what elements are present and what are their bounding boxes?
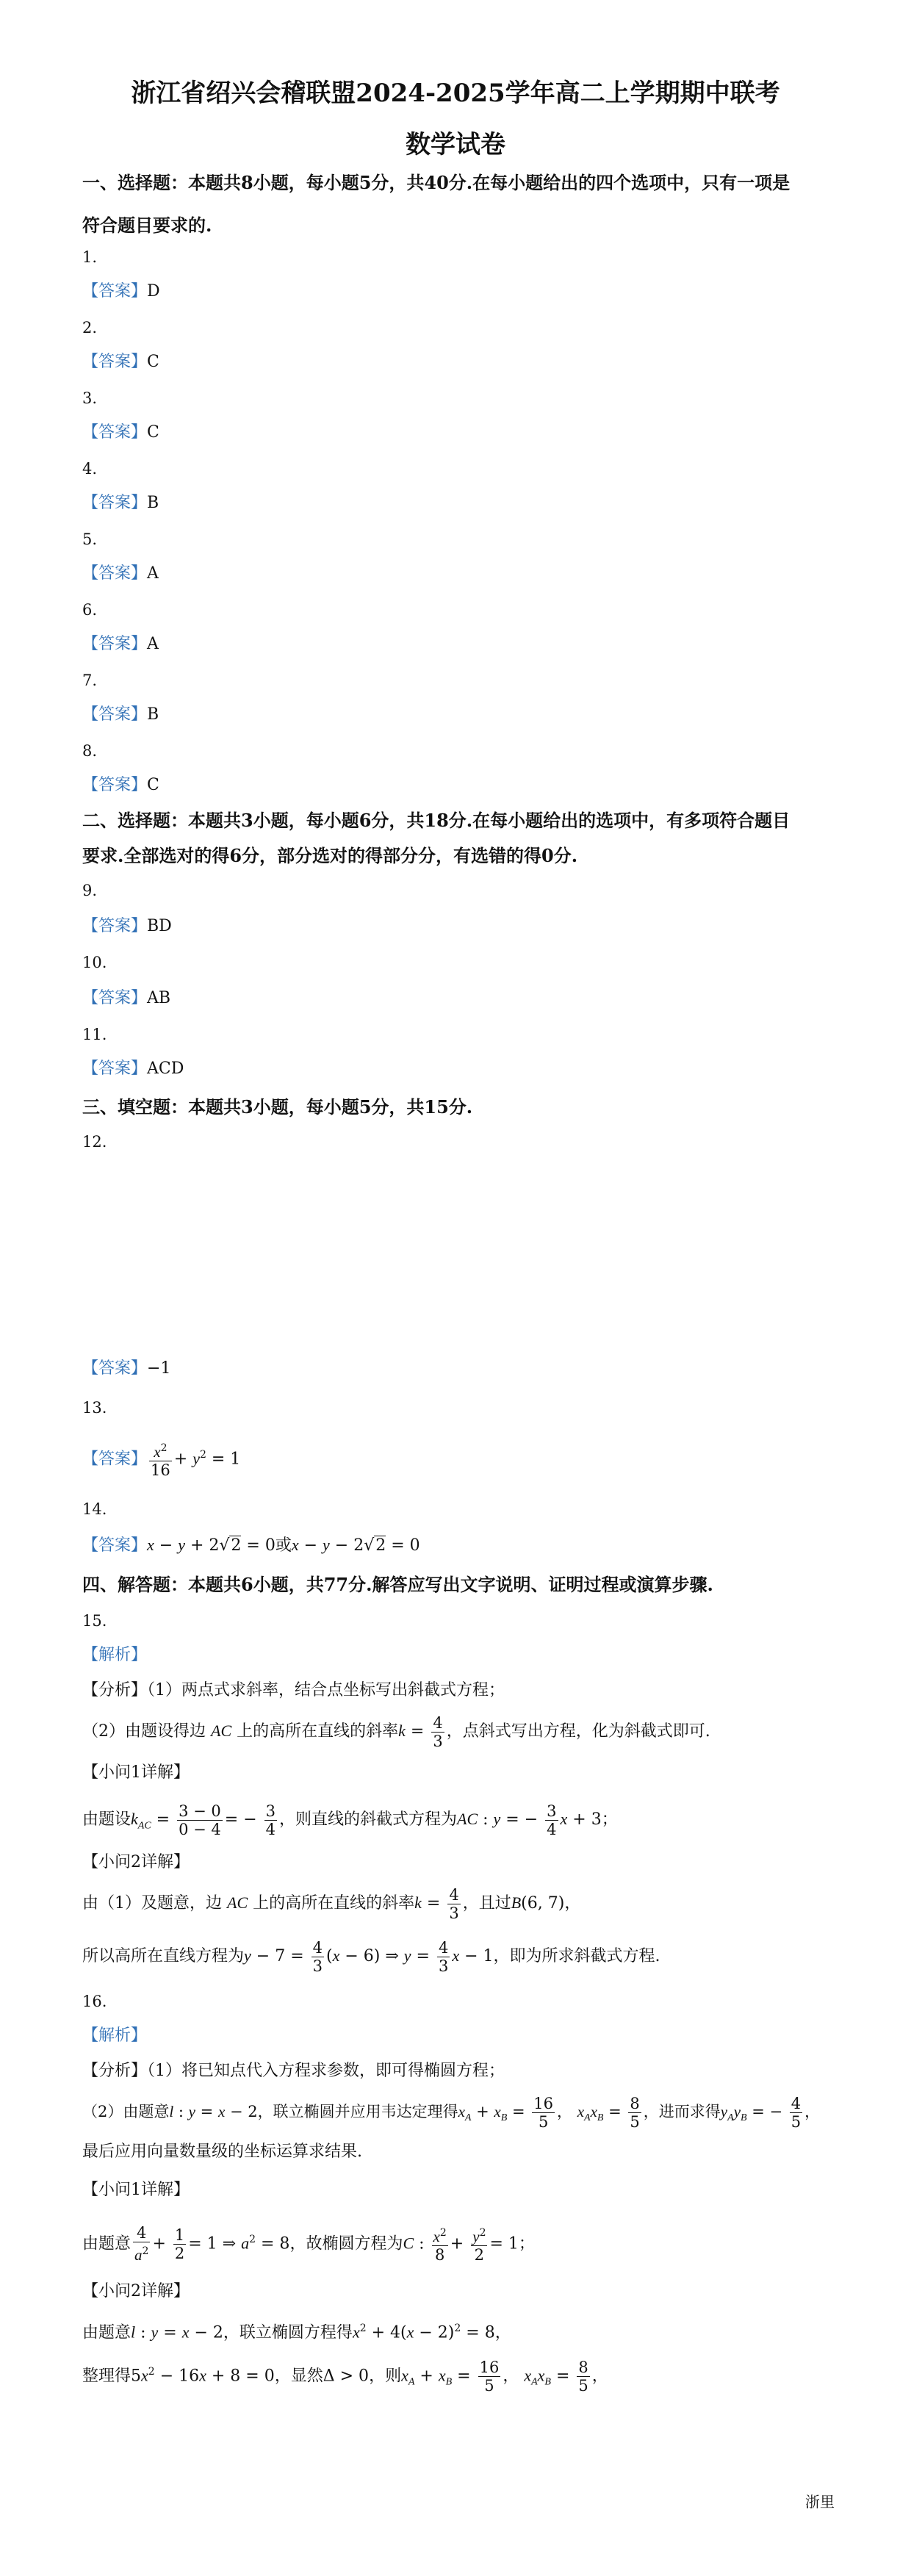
answer-value: D — [147, 282, 160, 301]
answer-value: B — [147, 705, 159, 724]
answer-value: B — [147, 494, 159, 512]
math-fraction: $\frac{x^2}{16}$ — [149, 1439, 172, 1479]
answer-value: C — [147, 776, 159, 794]
analysis-tag: 【解析】 — [82, 1646, 148, 1664]
answer-line — [82, 987, 170, 1010]
answer-line: 【答案】 $\frac{x^2}{16}$ + $y^2 = 1$ — [82, 1433, 240, 1481]
text-run: 由（1）及题意，边 — [82, 1894, 222, 1913]
analysis-text: 最后应用向量数量级的坐标运算求结果. — [82, 2143, 362, 2161]
math-fraction: $\frac{4}{3}$ — [449, 1885, 459, 1922]
answer-tag: 【答案】 — [82, 423, 148, 442]
answer-tag: 【答案】 — [82, 1359, 148, 1378]
text-run: 上的高所在直线的斜率 — [237, 1722, 399, 1741]
answer-value: C — [147, 423, 159, 442]
text-run: 由题意 — [82, 2234, 132, 2253]
text-run: ，故椭圆方程为 — [289, 2234, 403, 2253]
answer-value: ACD — [147, 1059, 184, 1078]
subquestion-label: 【小问1详解】 — [82, 1763, 190, 1782]
answer-line — [82, 704, 159, 726]
answer-line — [82, 492, 159, 514]
question-number: 14. — [82, 1500, 107, 1518]
answer-value: AB — [147, 989, 171, 1007]
math-fraction: $\frac{3}{4}$ — [547, 1802, 557, 1838]
question-number: 15. — [82, 1612, 107, 1630]
section2-heading-line1: 二、选择题：本题共3小题，每小题6分，共18分.在每小题给出的选项中，有多项符合题目 — [82, 810, 791, 831]
math-fraction: $\frac{4}{5}$ — [791, 2095, 802, 2131]
analysis-tag: 【解析】 — [82, 2026, 148, 2045]
text-run: 上的高所在直线的斜率 — [253, 1894, 415, 1913]
question-number: 3. — [82, 389, 98, 407]
text-run: 由题意 — [82, 2323, 132, 2342]
math-fraction: $\frac{8}{5}$ — [578, 2358, 588, 2395]
question-number: 5. — [82, 530, 98, 548]
solution-step: 由题意l : y = x − 2，联立椭圆方程得$x^2 + 4(x - 2)^2 = 8$， — [82, 2323, 511, 2342]
answer-tag: 【答案】 — [82, 1450, 148, 1469]
text-run: ，显然 — [274, 2367, 323, 2386]
text-run: （2）由题设得边 — [82, 1722, 206, 1741]
subquestion-label: 【小问1详解】 — [82, 2181, 190, 2199]
text-run: ，点斜式写出方程，化为斜截式即可. — [446, 1722, 710, 1741]
math-fraction: $\frac{4}{3}$ — [438, 1938, 449, 1975]
solution-step: 由（1）及题意，边 AC 上的高所在直线的斜率k = $\frac{4}{3}$ ，且过B(6, 7)， — [82, 1885, 581, 1922]
answer-line — [82, 633, 159, 655]
solution-step: 所以高所在直线方程为y − 7 = $\frac{4}{3}$ (x − 6) ⇒ y = $\frac{4}{3}$ x − 1，即为所求斜截式方程. — [82, 1938, 660, 1975]
question-number: 12. — [82, 1133, 107, 1151]
answer-tag: 【答案】 — [82, 705, 148, 724]
answer-line — [82, 1058, 184, 1080]
text-run: ，联立椭圆方程得 — [223, 2323, 353, 2342]
math-fraction: $\frac{1}{2}$ — [174, 2226, 185, 2262]
answer-tag: 【答案】 — [82, 989, 148, 1007]
answer-line — [82, 563, 159, 585]
text-run: ，则 — [369, 2367, 402, 2386]
answer-tag: 【答案】 — [82, 494, 148, 512]
answer-line — [82, 422, 159, 444]
section2-heading-line2: 要求.全部选对的得6分，部分选对的得部分分，有选错的得0分. — [82, 845, 578, 866]
answer-tag: 【答案】 — [82, 282, 148, 301]
question-number: 8. — [82, 742, 98, 760]
question-number: 1. — [82, 248, 98, 266]
analysis-text: （2）由题设得边 AC 上的高所在直线的斜率k = $\frac{4}{3}$ ，点斜式写出方程，化为斜截式即可. — [82, 1713, 710, 1750]
or-word: 或 — [275, 1536, 292, 1555]
answer-line — [82, 1358, 170, 1380]
analysis-text: 【分析】（1）两点式求斜率，结合点坐标写出斜截式方程； — [82, 1681, 505, 1699]
document-title: 浙江省绍兴会稽联盟2024-2025学年高二上学期期中联考 — [131, 79, 780, 108]
question-number: 11. — [82, 1026, 107, 1043]
answer-line — [82, 281, 160, 303]
answer-line: 【答案】x − y + 2√2 = 0或x − y − 2√2 = 0 — [82, 1536, 420, 1555]
math-fraction: $\frac{3 - 0}{0 - 4}$ — [179, 1802, 221, 1838]
math-fraction: $\frac{x^2}{8}$ — [432, 2224, 448, 2264]
text-run: ，则直线的斜截式方程为 — [279, 1810, 458, 1829]
text-run: ，进而求得 — [643, 2103, 721, 2120]
question-number: 16. — [82, 1993, 107, 2010]
answer-value: −1 — [147, 1359, 171, 1378]
subquestion-label: 【小问2详解】 — [82, 1853, 190, 1871]
question-number: 10. — [82, 954, 107, 971]
answer-value: A — [147, 564, 159, 583]
answer-line — [82, 351, 159, 373]
solution-step: 由题设$k_{AC}$ = $\frac{3 - 0}{0 - 4}$ = − $\frac{3}{4}$ ，则直线的斜截式方程为AC : y = − $\frac{3}{4}$ x + 3； — [82, 1802, 618, 1838]
text-run: 由题设 — [82, 1810, 132, 1829]
answer-tag: 【答案】 — [82, 776, 148, 794]
question-number: 13. — [82, 1399, 107, 1417]
text-run: ，即为所求斜截式方程. — [493, 1947, 660, 1965]
answer-tag: 【答案】 — [82, 564, 148, 583]
question-number: 2. — [82, 319, 98, 337]
answer-tag: 【答案】 — [82, 635, 148, 653]
math-fraction: $\frac{16}{5}$ — [479, 2358, 500, 2395]
answer-value: C — [147, 353, 159, 371]
answer-tag: 【答案】 — [82, 1536, 148, 1555]
answer-value: BD — [147, 917, 172, 935]
subquestion-label: 【小问2详解】 — [82, 2282, 190, 2300]
section1-heading-line2: 符合题目要求的. — [82, 215, 212, 236]
question-number: 6. — [82, 601, 98, 619]
question-number: 7. — [82, 672, 98, 689]
analysis-text: （2）由题意l : y = x − 2，联立椭圆并应用韦达定理得$x_A + x_B$ = $\frac{16}{5}$ ， $x_Ax_B$ = $\frac{8}{5}$ ，进而求得$y_Ay_B$ = − $\frac{4}{5}$ ， — [82, 2095, 821, 2131]
answer-line — [82, 774, 159, 796]
section1-heading-line1: 一、选择题：本题共8小题，每小题5分，共40分.在每小题给出的四个选项中，只有一项是 — [82, 172, 791, 193]
math-fraction: $\frac{4}{3}$ — [433, 1713, 443, 1750]
text-run: 整理得 — [82, 2367, 132, 2386]
math-fraction: $\frac{16}{5}$ — [533, 2095, 553, 2131]
analysis-text: 【分析】（1）将已知点代入方程求参数，即可得椭圆方程； — [82, 2062, 505, 2080]
math-fraction: $\frac{y^2}{2}$ — [471, 2224, 487, 2264]
text-run: ，且过 — [462, 1894, 511, 1913]
solution-step: 整理得$5x^2 - 16x + 8 = 0$，显然Δ > 0，则$x_A + x_B$ = $\frac{16}{5}$ ， $x_Ax_B$ = $\frac{8}{5}$ ， — [82, 2358, 608, 2395]
text-run: （2）由题意 — [82, 2103, 170, 2120]
answer-line — [82, 915, 172, 938]
answer-value: A — [147, 635, 159, 653]
document-subtitle: 数学试卷 — [406, 130, 505, 159]
text-run: ，联立椭圆并应用韦达定理得 — [257, 2103, 458, 2120]
math-fraction: $\frac{4}{a^2}$ — [134, 2224, 149, 2264]
math-fraction: $\frac{8}{5}$ — [630, 2095, 640, 2131]
solution-step: 由题意 $\frac{4}{a^2}$ + $\frac{1}{2}$ = 1 ⇒ $a^2 = 8$，故椭圆方程为C : $\frac{x^2}{8}$ + $\frac{y^2}{2}$ = 1； — [82, 2224, 535, 2264]
answer-tag: 【答案】 — [82, 917, 148, 935]
section4-heading: 四、解答题：本题共6小题，共77分.解答应写出文字说明、证明过程或演算步骤. — [82, 1574, 713, 1595]
math-fraction: $\frac{4}{3}$ — [312, 1938, 323, 1975]
question-number: 4. — [82, 460, 98, 478]
section3-heading: 三、填空题：本题共3小题，每小题5分，共15分. — [82, 1096, 473, 1118]
answer-tag: 【答案】 — [82, 353, 148, 371]
math-fraction: $\frac{3}{4}$ — [265, 1802, 276, 1838]
answer-tag: 【答案】 — [82, 1059, 148, 1078]
text-run: 所以高所在直线方程为 — [82, 1947, 245, 1965]
page-footer: 浙里 — [805, 2493, 835, 2511]
question-number: 9. — [82, 882, 98, 899]
